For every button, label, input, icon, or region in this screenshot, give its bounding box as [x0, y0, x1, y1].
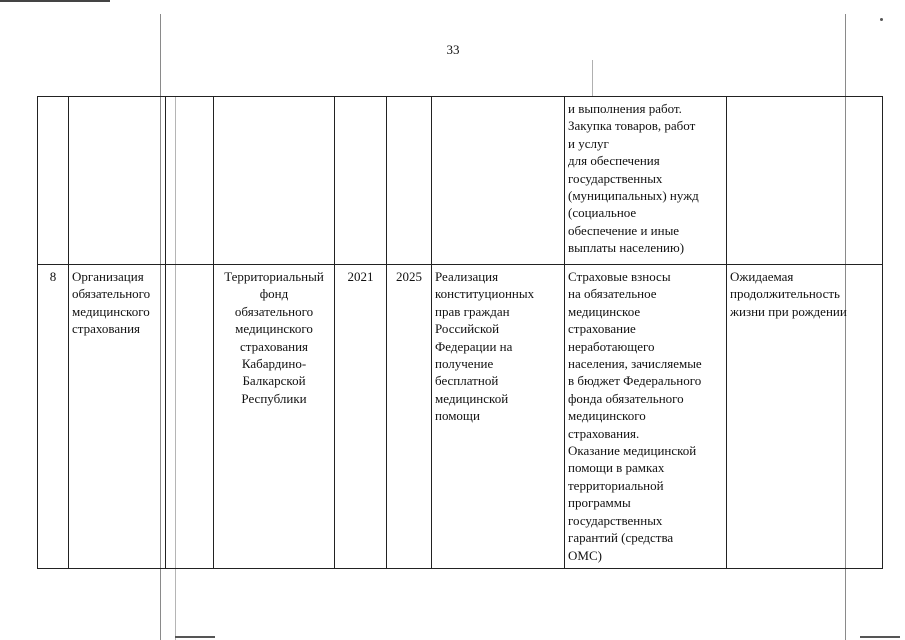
- scan-artifact-mark-bottom-right: [860, 636, 900, 638]
- cell-number: 8: [38, 265, 69, 569]
- cell-end-year: [387, 97, 432, 265]
- cell-start-year: 2021: [335, 265, 387, 569]
- cell-goal: [432, 97, 565, 265]
- program-table: [37, 96, 883, 569]
- cell-executor: Территориальный фонд обязательного медицинского страхования Кабардино- Балкарской Республики: [214, 265, 335, 569]
- cell-expenses: и выполнения работ. Закупка товаров, работ и услуг для обеспечения государственных (муниципальных) нужд (социальное обеспечение и иные выплаты населению): [565, 97, 727, 265]
- cell-col3: [166, 265, 214, 569]
- cell-name: [69, 97, 166, 265]
- scan-artifact-mark-top-left: [0, 0, 110, 2]
- cell-name: Организация обязательного медицинского страхования: [69, 265, 166, 569]
- cell-goal: Реализация конституционных прав граждан Российской Федерации на получение бесплатной медицинской помощи: [432, 265, 565, 569]
- cell-executor: [214, 97, 335, 265]
- table-row: [38, 97, 883, 265]
- cell-col3: [166, 97, 214, 265]
- scan-artifact-line-center: [592, 60, 593, 96]
- scan-artifact-dot-top-right: [880, 18, 883, 21]
- page-number: 33: [446, 42, 460, 57]
- cell-expenses: Страховые взносы на обязательное медицинское страхование неработающего населения, зачисляемые в бюджет Федерального фонда обязательного медицинского страхования. Оказание медицинской помощи в рамках территориальной программы государственных гарантий (средства ОМС): [565, 265, 727, 569]
- cell-start-year: [335, 97, 387, 265]
- table-row: [38, 265, 883, 569]
- cell-indicator: Ожидаемая продолжительность жизни при рождении: [727, 265, 883, 569]
- cell-number: [38, 97, 69, 265]
- scan-artifact-mark-bottom-left: [175, 636, 215, 638]
- cell-end-year: 2025: [387, 265, 432, 569]
- cell-indicator: [727, 97, 883, 265]
